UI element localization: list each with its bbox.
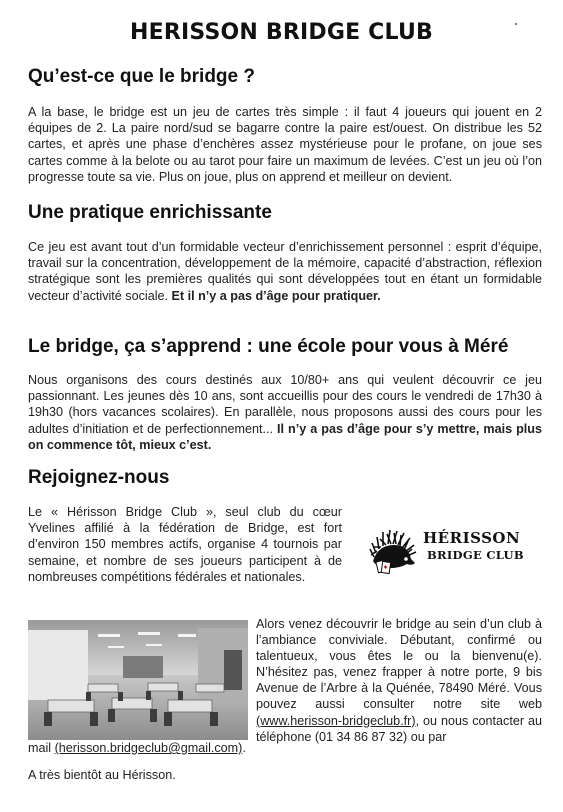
bridge-school-emphasis: Il n’y a pas d’âge pour s’y mettre, mais plus on commence tôt, mieux c’est. [28, 421, 543, 452]
section-heading-enriching-practice: Une pratique enrichissante [28, 202, 272, 223]
logo-brand-name: HÉRISSON [423, 529, 521, 547]
page-title: HERISSON BRIDGE CLUB [130, 20, 433, 45]
section-body-enriching-practice [28, 239, 542, 304]
closing-line: A très bientôt au Hérisson. [28, 768, 176, 782]
section-heading-bridge-school: Le bridge, ça s’apprend : une école pour vous à Méré [28, 336, 509, 357]
bridge-school-text: Nous organisons des cours destinés aux 10/80+ ans qui veulent découvrir ce jeu passionnant. Les jeunes dès 10 ans, sont accueillis pour des cours le vendredi de 17h30 à 19h30 (hors vacances scolaires). En parallèle, nous proposons aussi des cours pour les adultes d’initiation et de perfectionnement... [28, 373, 542, 436]
section-heading-join-us: Rejoignez-nous [28, 467, 170, 488]
club-room-photo [28, 620, 248, 740]
section-body-join-us: Le « Hérisson Bridge Club », seul club du cœur Yvelines affilié à la fédération de Bridge, est fort d’environ 150 membres actifs, organise 4 tournois par semaine, et nombre de ses joueurs participent à de nombreuses compétitions fédérales et nationales. [28, 505, 342, 584]
club-logo [368, 521, 538, 579]
enriching-practice-emphasis: Et il n’y a pas d’âge pour pratiquer. [171, 288, 381, 303]
club-room-illustration [28, 620, 248, 740]
invitation-text [256, 616, 542, 745]
logo-brand-subtitle: BRIDGE CLUB [427, 548, 524, 562]
section-heading-what-is-bridge: Qu’est-ce que le bridge ? [28, 66, 255, 87]
website-link[interactable]: (www.herisson-bridgeclub.fr) [256, 713, 416, 728]
hedgehog-icon [368, 523, 420, 575]
section-body-what-is-bridge: A la base, le bridge est un jeu de cartes très simple : il faut 4 joueurs qui jouent en 2 équipes de 2. La paire nord/sud se bagarre contre la paire est/ouest. On distribue les 52 cartes, et après une phase d’enchères assez mystérieuse pour le profane, on joue ses cartes comme à la belote ou au tarot pour faire un maximum de levées. C’est un jeu où l’on progresse toute sa vie. Plus on joue, plus on apprend et meilleur on devient. [28, 105, 542, 184]
invitation-text-part2: , ou nous contacter au téléphone (01 34 86 87 32) ou par [256, 713, 542, 744]
email-prefix: mail [28, 741, 52, 755]
section-body-bridge-school [28, 372, 542, 453]
enriching-practice-text: Ce jeu est avant tout d’un formidable vecteur d’enrichissement personnel : esprit d’équipe, travail sur la concentration, développement de la mémoire, capacité d’abstraction, réflexion stratégique sont les premières qualités qui sont développées tout en étant un formidable vecteur d’activité sociale. [28, 240, 542, 303]
invitation-text-part1: Alors venez découvrir le bridge au sein d’un club à l’ambiance conviviale. Débutant, confirmé ou talentueux, vous êtes le ou la bienvenu(e). N’hésitez pas, venez frapper à notre porte, 9 bis Avenue de l’Arbre à la Quénée, 78490 Méré. Vous pouvez aussi consulter notre site web [256, 617, 542, 712]
email-suffix: . [242, 741, 246, 755]
email-link[interactable]: (herisson.bridgeclub@gmail.com) [54, 741, 243, 755]
email-line [28, 740, 548, 756]
